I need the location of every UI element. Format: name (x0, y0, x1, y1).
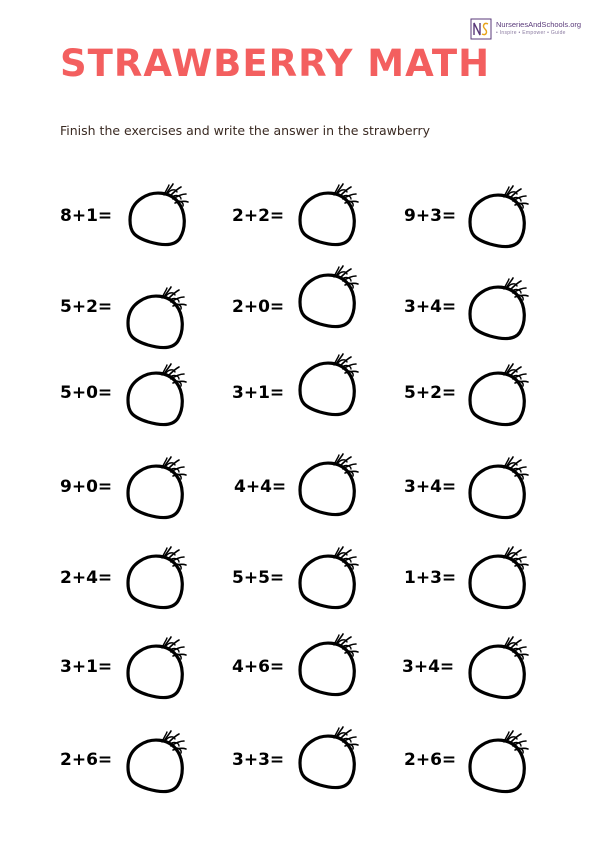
problem-label: 1+3= (404, 568, 457, 588)
problem-label: 2+0= (232, 297, 285, 317)
problem-label: 3+1= (232, 383, 285, 403)
problem-label: 9+0= (60, 477, 113, 497)
brand-tagline: • Inspire • Empower • Guide (496, 30, 566, 36)
exercise-item (60, 180, 230, 260)
strawberry-outline-icon[interactable] (296, 723, 362, 791)
strawberry-outline-icon[interactable] (466, 633, 532, 701)
strawberry-outline-icon[interactable] (296, 262, 362, 330)
strawberry-outline-icon[interactable] (124, 283, 190, 351)
strawberry-outline-icon[interactable] (296, 450, 362, 518)
problem-label: 8+1= (60, 206, 113, 226)
strawberry-outline-icon[interactable] (124, 453, 190, 521)
strawberry-outline-icon[interactable] (126, 180, 192, 248)
problem-label: 3+4= (404, 477, 457, 497)
exercise-item (232, 262, 402, 342)
problem-label: 5+5= (232, 568, 285, 588)
strawberry-outline-icon[interactable] (296, 180, 362, 248)
problem-label: 3+3= (232, 750, 285, 770)
page-title: STRAWBERRY MATH (60, 42, 491, 85)
problem-label: 2+4= (60, 568, 113, 588)
strawberry-outline-icon[interactable] (466, 360, 532, 428)
exercise-item (404, 180, 574, 260)
exercise-item (404, 727, 574, 807)
problem-label: 3+4= (404, 297, 457, 317)
strawberry-outline-icon[interactable] (124, 633, 190, 701)
exercise-item (232, 350, 402, 430)
problem-label: 2+6= (60, 750, 113, 770)
exercise-item (60, 633, 230, 713)
exercise-item (60, 453, 230, 533)
problem-label: 5+2= (404, 383, 457, 403)
problem-label: 3+1= (60, 657, 113, 677)
strawberry-outline-icon[interactable] (124, 727, 190, 795)
problem-label: 4+4= (234, 477, 287, 497)
exercise-item (234, 450, 404, 530)
exercise-item (60, 543, 230, 623)
strawberry-outline-icon[interactable] (124, 360, 190, 428)
strawberry-outline-icon[interactable] (466, 543, 532, 611)
exercise-item (404, 360, 574, 440)
strawberry-outline-icon[interactable] (466, 727, 532, 795)
exercise-item (404, 274, 574, 354)
exercise-item (232, 723, 402, 803)
exercise-item (232, 543, 402, 623)
exercise-item (232, 630, 402, 710)
exercise-item (60, 283, 230, 363)
exercise-item (232, 180, 402, 260)
exercise-item (60, 360, 230, 440)
problem-label: 2+6= (404, 750, 457, 770)
instruction-text: Finish the exercises and write the answer in the strawberry (60, 123, 430, 138)
exercise-item (402, 633, 572, 713)
problem-label: 2+2= (232, 206, 285, 226)
exercise-item (404, 543, 574, 623)
strawberry-outline-icon[interactable] (466, 182, 532, 250)
strawberry-outline-icon[interactable] (466, 274, 532, 342)
strawberry-outline-icon[interactable] (466, 453, 532, 521)
strawberry-outline-icon[interactable] (296, 350, 362, 418)
exercise-item (404, 453, 574, 533)
strawberry-outline-icon[interactable] (124, 543, 190, 611)
problem-label: 5+2= (60, 297, 113, 317)
strawberry-outline-icon[interactable] (296, 543, 362, 611)
problem-label: 3+4= (402, 657, 455, 677)
problem-label: 9+3= (404, 206, 457, 226)
strawberry-outline-icon[interactable] (296, 630, 362, 698)
problem-label: 4+6= (232, 657, 285, 677)
exercise-item (60, 727, 230, 807)
brand-name: NurseriesAndSchools.org (496, 20, 582, 29)
problem-label: 5+0= (60, 383, 113, 403)
